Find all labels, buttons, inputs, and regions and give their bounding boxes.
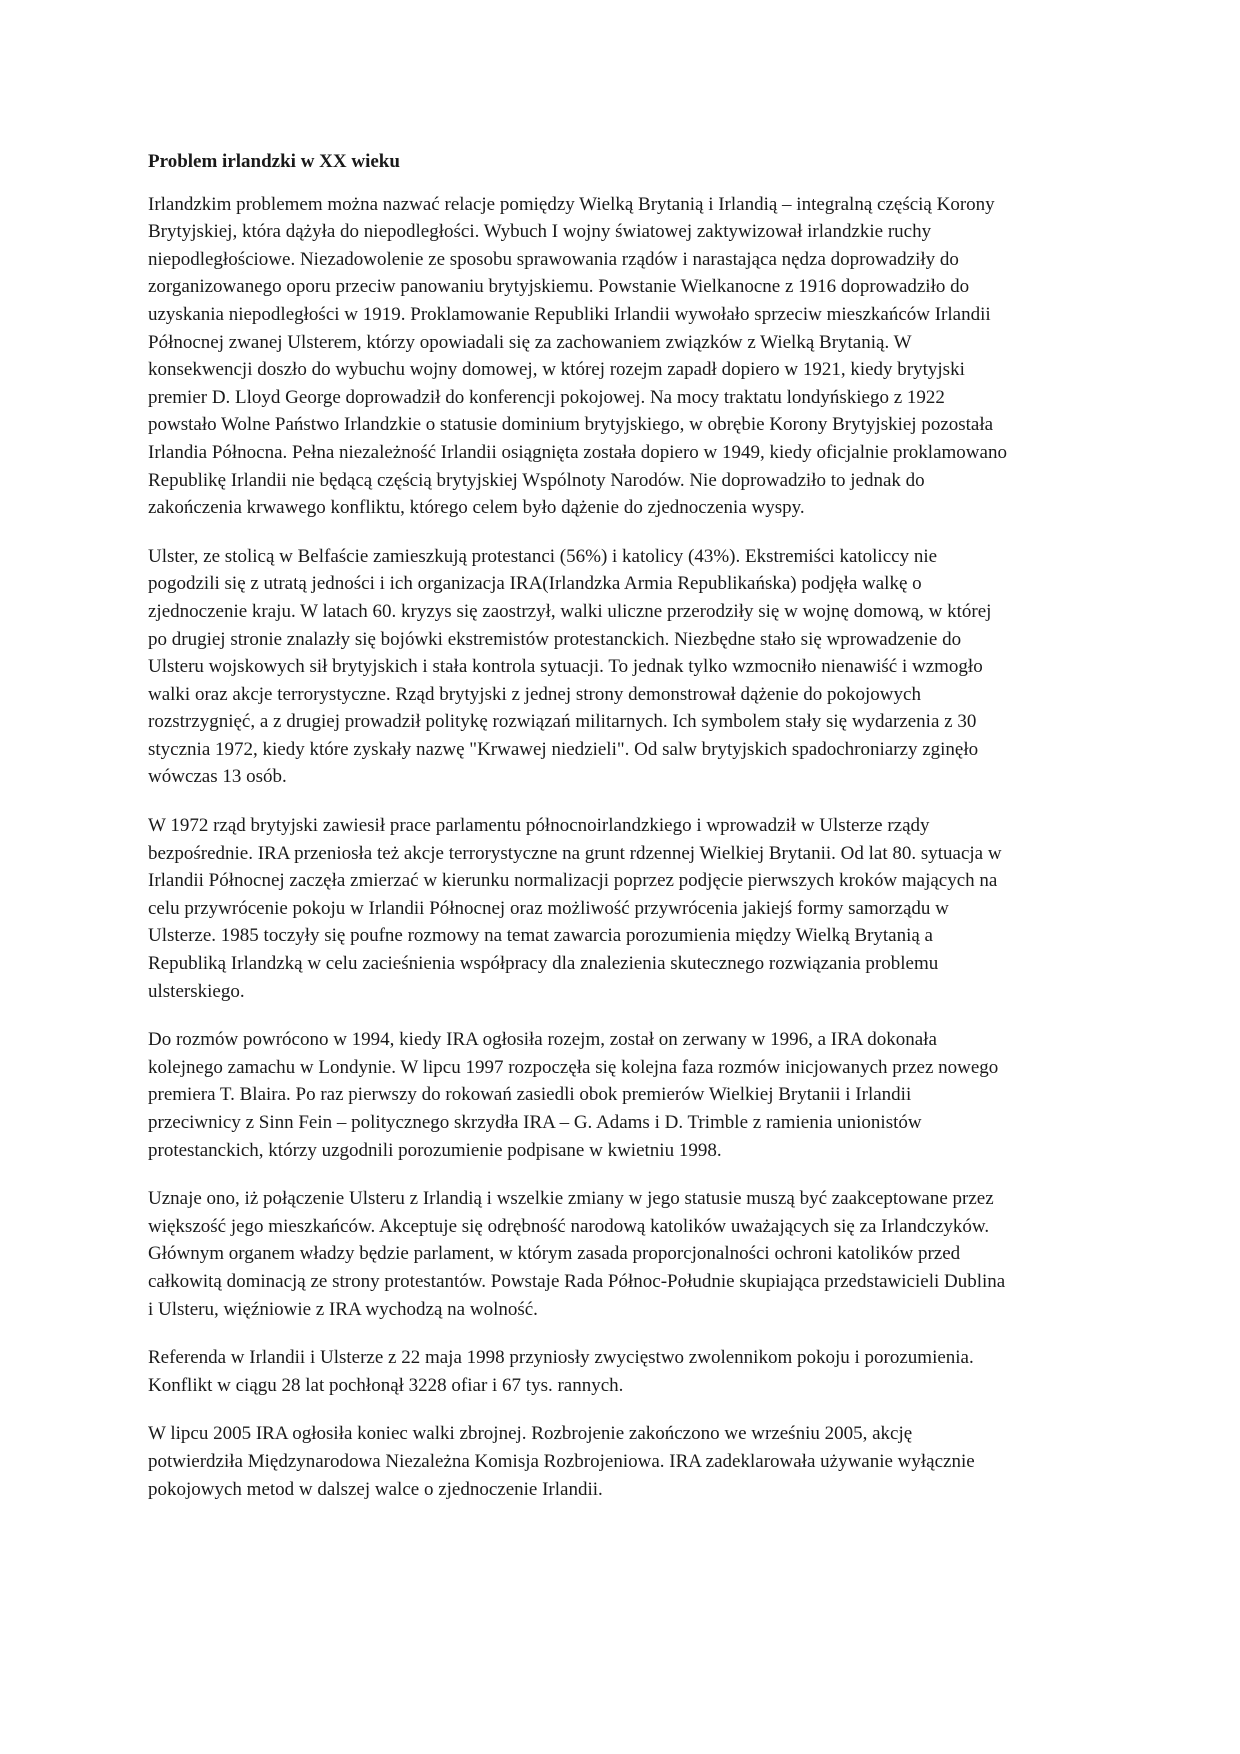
text-line: Ulster, ze stolicą w Belfaście zamieszkują protestanci (56%) i katolicy (43%). Ekstremiści katoliccy nie (148, 545, 938, 567)
paragraph (148, 1344, 1092, 1399)
text-line: potwierdziła Międzynarodowa Niezależna Komisja Rozbrojeniowa. IRA zadeklarowała używanie wyłącznie (148, 1450, 975, 1472)
text-line: uzyskania niepodległości w 1919. Proklamowanie Republiki Irlandii wywołało sprzeciw mieszkańców Irlandii (148, 303, 991, 325)
text-line: Północnej zwanej Ulsterem, którzy opowiadali się za zachowaniem związków z Wielką Brytanią. W (148, 331, 912, 353)
text-line: niepodległościowe. Niezadowolenie ze sposobu sprawowania rządów i narastająca nędza doprowadziły do (148, 248, 959, 270)
text-line: celu przywrócenie pokoju w Irlandii Północnej oraz możliwość przywrócenia jakiejś formy samorządu w (148, 897, 949, 919)
text-line: większość jego mieszkańców. Akceptuje się odrębność narodową katolików uważających się za Irlandczyków. (148, 1215, 990, 1237)
text-line: Referenda w Irlandii i Ulsterze z 22 maja 1998 przyniosły zwycięstwo zwolennikom pokoju i porozumienia. (148, 1347, 974, 1369)
text-line: przeciwnicy z Sinn Fein – politycznego skrzydła IRA – G. Adams i D. Trimble z ramienia unionistów (148, 1112, 922, 1133)
text-line: Irlandia Północna. Pełna niezależność Irlandii osiągnięta została dopiero w 1949, kiedy oficjalnie proklamowano (148, 441, 1007, 463)
paragraph (148, 812, 1092, 1005)
paragraph (148, 543, 1092, 791)
text-line: zakończenia krwawego konfliktu, którego celem było dążenie do zjednoczenia wyspy. (148, 497, 805, 519)
text-line: W 1972 rząd brytyjski zawiesił prace parlamentu północnoirlandzkiego i wprowadził w Ulsterze rządy (148, 815, 930, 837)
text-line: premiera T. Blaira. Po raz pierwszy do rokowań zasiedli obok premierów Wielkiej Brytanii i Irlandii (148, 1084, 912, 1106)
text-line: konsekwencji doszło do wybuchu wojny domowej, w której rozejm zapadł dopiero w 1921, kiedy brytyjski (148, 359, 965, 381)
text-line: pogodzili się z utratą jedności i ich organizacja IRA(Irlandzka Armia Republikańska) podjęła walkę o (148, 573, 922, 595)
text-line: Republikę Irlandii nie będącą częścią brytyjskiej Wspólnoty Narodów. Nie doprowadziło to jednak do (148, 469, 925, 491)
text-line: Konflikt w ciągu 28 lat pochłonął 3228 ofiar i 67 tys. rannych. (148, 1374, 624, 1396)
text-line: Głównym organem władzy będzie parlament, w którym zasada proporcjonalności ochroni katolików przed (148, 1243, 961, 1265)
document-page (148, 148, 1092, 1524)
text-line: Republiką Irlandzką w celu zacieśnienia współpracy dla znalezienia skutecznego rozwiązania problemu (148, 953, 939, 975)
document-body (148, 191, 1092, 1504)
paragraph (148, 1026, 1092, 1164)
document-title: Problem irlandzki w XX wieku (148, 151, 400, 172)
text-line: premier D. Lloyd George doprowadził do konferencji pokojowej. Na mocy traktatu londyńskiego z 1922 (148, 386, 945, 408)
text-line: wówczas 13 osób. (148, 766, 287, 788)
text-line: po drugiej stronie znalazły się bojówki ekstremistów protestanckich. Niezbędne stało się wprowadzenie do (148, 628, 962, 650)
text-line: Brytyjskiej, która dążyła do niepodległości. Wybuch I wojny światowej zaktywizował irlandzkie ruchy (148, 221, 932, 243)
text-line: stycznia 1972, kiedy które zyskały nazwę "Krwawej niedzieli". Od salw brytyjskich spadochroniarzy zginęło (148, 738, 979, 760)
paragraph (148, 1420, 1092, 1503)
text-line: rozstrzygnięć, a z drugiej prowadził politykę rozwiązań militarnych. Ich symbolem stały się wydarzenia z 30 (148, 711, 977, 733)
text-line: ulsterskiego. (148, 980, 245, 1002)
text-line: protestanckich, którzy uzgodnili porozumienie podpisane w kwietniu 1998. (148, 1139, 722, 1161)
text-line: Uznaje ono, iż połączenie Ulsteru z Irlandią i wszelkie zmiany w jego statusie muszą być zaakceptowane przez (148, 1188, 994, 1210)
text-line: bezpośrednie. IRA przeniosła też akcje terrorystyczne na grunt rdzennej Wielkiej Brytanii. Od lat 80. sytuacja w (148, 842, 1002, 864)
text-line: walki oraz akcje terrorystyczne. Rząd brytyjski z jednej strony demonstrował dążenie do pokojowych (148, 683, 921, 705)
text-line: Do rozmów powrócono w 1994, kiedy IRA ogłosiła rozejm, został on zerwany w 1996, a IRA dokonała (148, 1029, 937, 1051)
paragraph (148, 191, 1092, 522)
text-line: W lipcu 2005 IRA ogłosiła koniec walki zbrojnej. Rozbrojenie zakończono we wrześniu 2005, akcję (148, 1423, 913, 1445)
text-line: pokojowych metod w dalszej walce o zjednoczenie Irlandii. (148, 1478, 603, 1500)
text-line: Irlandzkim problemem można nazwać relacje pomiędzy Wielką Brytanią i Irlandią – integralną częścią Korony (148, 193, 995, 215)
text-line: całkowitą dominacją ze strony protestantów. Powstaje Rada Północ-Południe skupiająca przedstawicieli Dublina (148, 1270, 1006, 1292)
text-line: Irlandii Północnej zaczęła zmierzać w kierunku normalizacji poprzez podjęcie pierwszych kroków mających na (148, 870, 998, 892)
text-line: i Ulsteru, więźniowie z IRA wychodzą na wolność. (148, 1298, 538, 1320)
text-line: powstało Wolne Państwo Irlandzkie o statusie dominium brytyjskiego, w obrębie Korony Brytyjskiej pozostała (148, 414, 994, 436)
text-line: kolejnego zamachu w Londynie. W lipcu 1997 rozpoczęła się kolejna faza rozmów inicjowanych przez nowego (148, 1056, 999, 1078)
text-line: zorganizowanego oporu przeciw panowaniu brytyjskiemu. Powstanie Wielkanocne z 1916 doprowadziło do (148, 276, 970, 298)
text-line: Ulsterze. 1985 toczyły się poufne rozmowy na temat zawarcia porozumienia między Wielką Brytanią a (148, 925, 933, 947)
paragraph (148, 1185, 1092, 1323)
text-line: Ulsteru wojskowych sił brytyjskich i stała kontrola sytuacji. To jednak tylko wzmocniło nienawiść i wzmogło (148, 656, 983, 678)
text-line: zjednoczenie kraju. W latach 60. kryzys się zaostrzył, walki uliczne przerodziły się w wojnę domową, w której (148, 600, 992, 622)
